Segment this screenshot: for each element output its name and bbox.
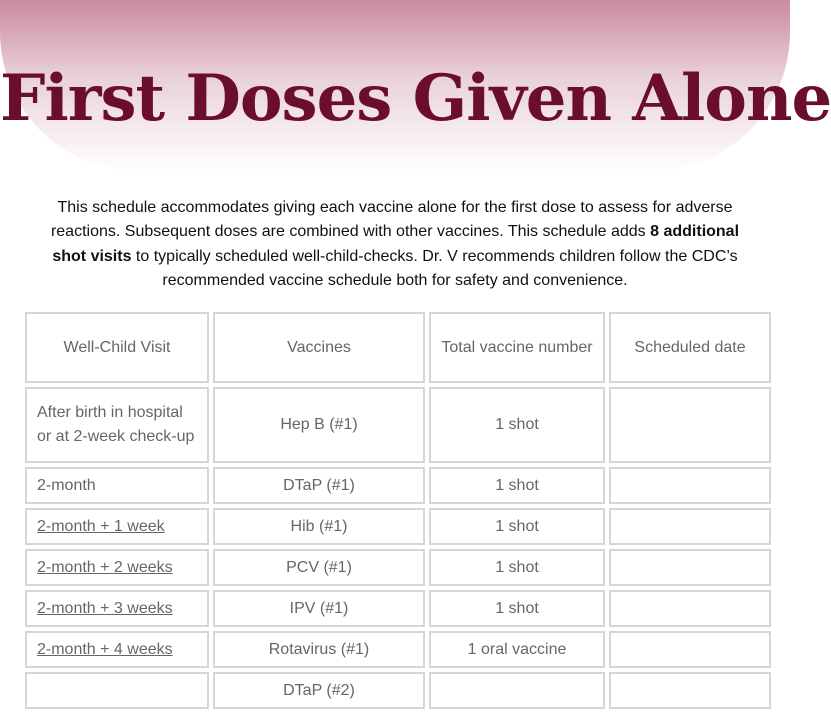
scheduled-date-cell: [609, 508, 771, 545]
table-row: [25, 590, 771, 627]
vaccines-cell: Rotavirus (#1): [213, 631, 425, 668]
intro-text-after: to typically scheduled well-child-checks. Dr. V recommends children follow the CDC’s recommended vaccine schedule both for safety and convenience.: [131, 247, 738, 289]
header-well-child-visit: Well-Child Visit: [25, 312, 209, 383]
intro-bold: 8 additional shot visits: [52, 223, 740, 265]
visit-link[interactable]: 2-month + 3 weeks: [37, 599, 173, 617]
visit-cell: [25, 508, 209, 545]
vaccines-cell: IPV (#1): [213, 590, 425, 627]
vaccines-cell: Hib (#1): [213, 508, 425, 545]
intro-paragraph: [34, 196, 756, 293]
header-scheduled-date: Scheduled date: [609, 312, 771, 383]
visit-cell: After birth in hospital or at 2-week check-up: [25, 387, 209, 463]
vaccines-cell: Hep B (#1): [213, 387, 425, 463]
header-vaccines: Vaccines: [213, 312, 425, 383]
scheduled-date-cell: [609, 631, 771, 668]
table-row: [25, 387, 771, 463]
total-cell: 1 shot: [429, 508, 605, 545]
total-cell: 1 oral vaccine: [429, 631, 605, 668]
table-row: [25, 672, 771, 709]
scheduled-date-cell: [609, 672, 771, 709]
visit-cell: [25, 549, 209, 586]
total-cell: 1 shot: [429, 590, 605, 627]
scheduled-date-cell: [609, 387, 771, 463]
table-row: [25, 508, 771, 545]
table-row: [25, 467, 771, 504]
total-cell: 1 shot: [429, 467, 605, 504]
visit-link[interactable]: 2-month + 1 week: [37, 517, 165, 535]
page-title: First Doses Given Alone: [0, 61, 831, 136]
scheduled-date-cell: [609, 590, 771, 627]
visit-cell: 2-month: [25, 467, 209, 504]
intro-text-before: This schedule accommodates giving each vaccine alone for the first dose to assess for adverse reactions. Subsequent doses are combined with other vaccines. This schedule adds: [50, 199, 733, 241]
vaccines-cell: DTaP (#2): [213, 672, 425, 709]
total-cell: 1 shot: [429, 549, 605, 586]
scheduled-date-cell: [609, 549, 771, 586]
vaccines-cell: DTaP (#1): [213, 467, 425, 504]
visit-cell: [25, 631, 209, 668]
table-row: [25, 549, 771, 586]
total-cell: [429, 672, 605, 709]
visit-link[interactable]: 2-month + 4 weeks: [37, 640, 173, 658]
table-row: [25, 631, 771, 668]
total-cell: 1 shot: [429, 387, 605, 463]
header-total-vaccine-number: Total vaccine number: [429, 312, 605, 383]
table-header-row: [25, 312, 771, 383]
visit-link[interactable]: 2-month + 2 weeks: [37, 558, 173, 576]
visit-cell: [25, 672, 209, 709]
scheduled-date-cell: [609, 467, 771, 504]
vaccine-schedule-table: [21, 308, 775, 713]
vaccines-cell: PCV (#1): [213, 549, 425, 586]
visit-cell: [25, 590, 209, 627]
